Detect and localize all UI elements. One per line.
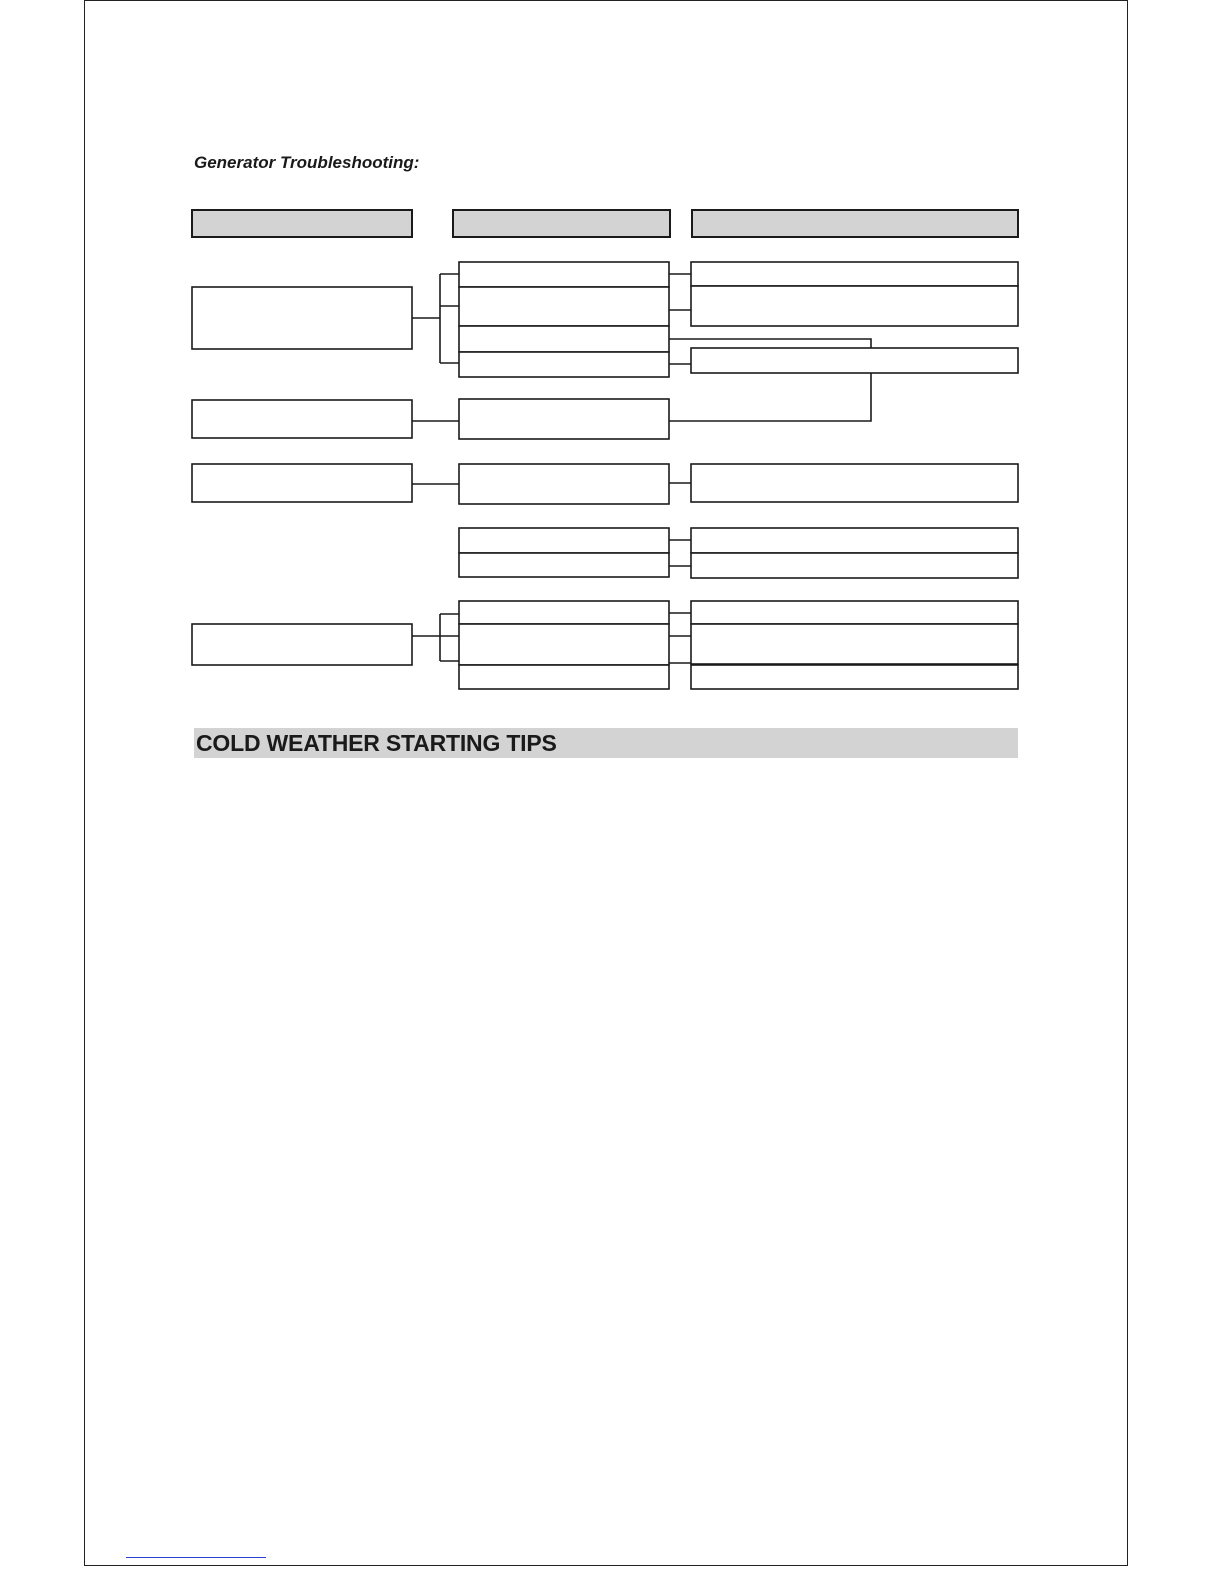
connector-cause2-solution (669, 373, 871, 421)
cause-box-1d (459, 352, 669, 377)
section-title: Generator Troubleshooting: (194, 153, 420, 172)
column-header-problem (192, 210, 412, 237)
problem-box-3 (192, 464, 412, 502)
solution-box-5c (691, 665, 1018, 689)
solution-box-5b (691, 624, 1018, 664)
column-header-solution (692, 210, 1018, 237)
solution-box-4a (691, 528, 1018, 553)
solution-box-1a (691, 262, 1018, 286)
cause-box-4b (459, 553, 669, 577)
connector-problem1-causes (412, 274, 459, 363)
solution-box-5a (691, 601, 1018, 624)
problem-box-1 (192, 287, 412, 349)
connector-cause1c-branch (669, 339, 871, 348)
troubleshooting-flowchart (0, 0, 1225, 720)
solution-box-1b (691, 286, 1018, 326)
connector-problem4-causes (412, 614, 459, 661)
cause-box-5a (459, 601, 669, 624)
cause-box-2 (459, 399, 669, 439)
cause-box-5c (459, 665, 669, 689)
solution-box-4b (691, 553, 1018, 578)
cold-weather-heading: COLD WEATHER STARTING TIPS (196, 730, 557, 756)
footer-link-underline[interactable] (126, 1557, 266, 1558)
problem-box-2 (192, 400, 412, 438)
cause-box-3 (459, 464, 669, 504)
problem-box-4 (192, 624, 412, 665)
cause-box-4a (459, 528, 669, 553)
column-header-cause (453, 210, 670, 237)
cause-box-1b (459, 287, 669, 326)
cause-box-1c (459, 326, 669, 352)
solution-box-1d (691, 348, 1018, 373)
cause-box-5b (459, 624, 669, 665)
cause-box-1a (459, 262, 669, 287)
solution-box-3 (691, 464, 1018, 502)
